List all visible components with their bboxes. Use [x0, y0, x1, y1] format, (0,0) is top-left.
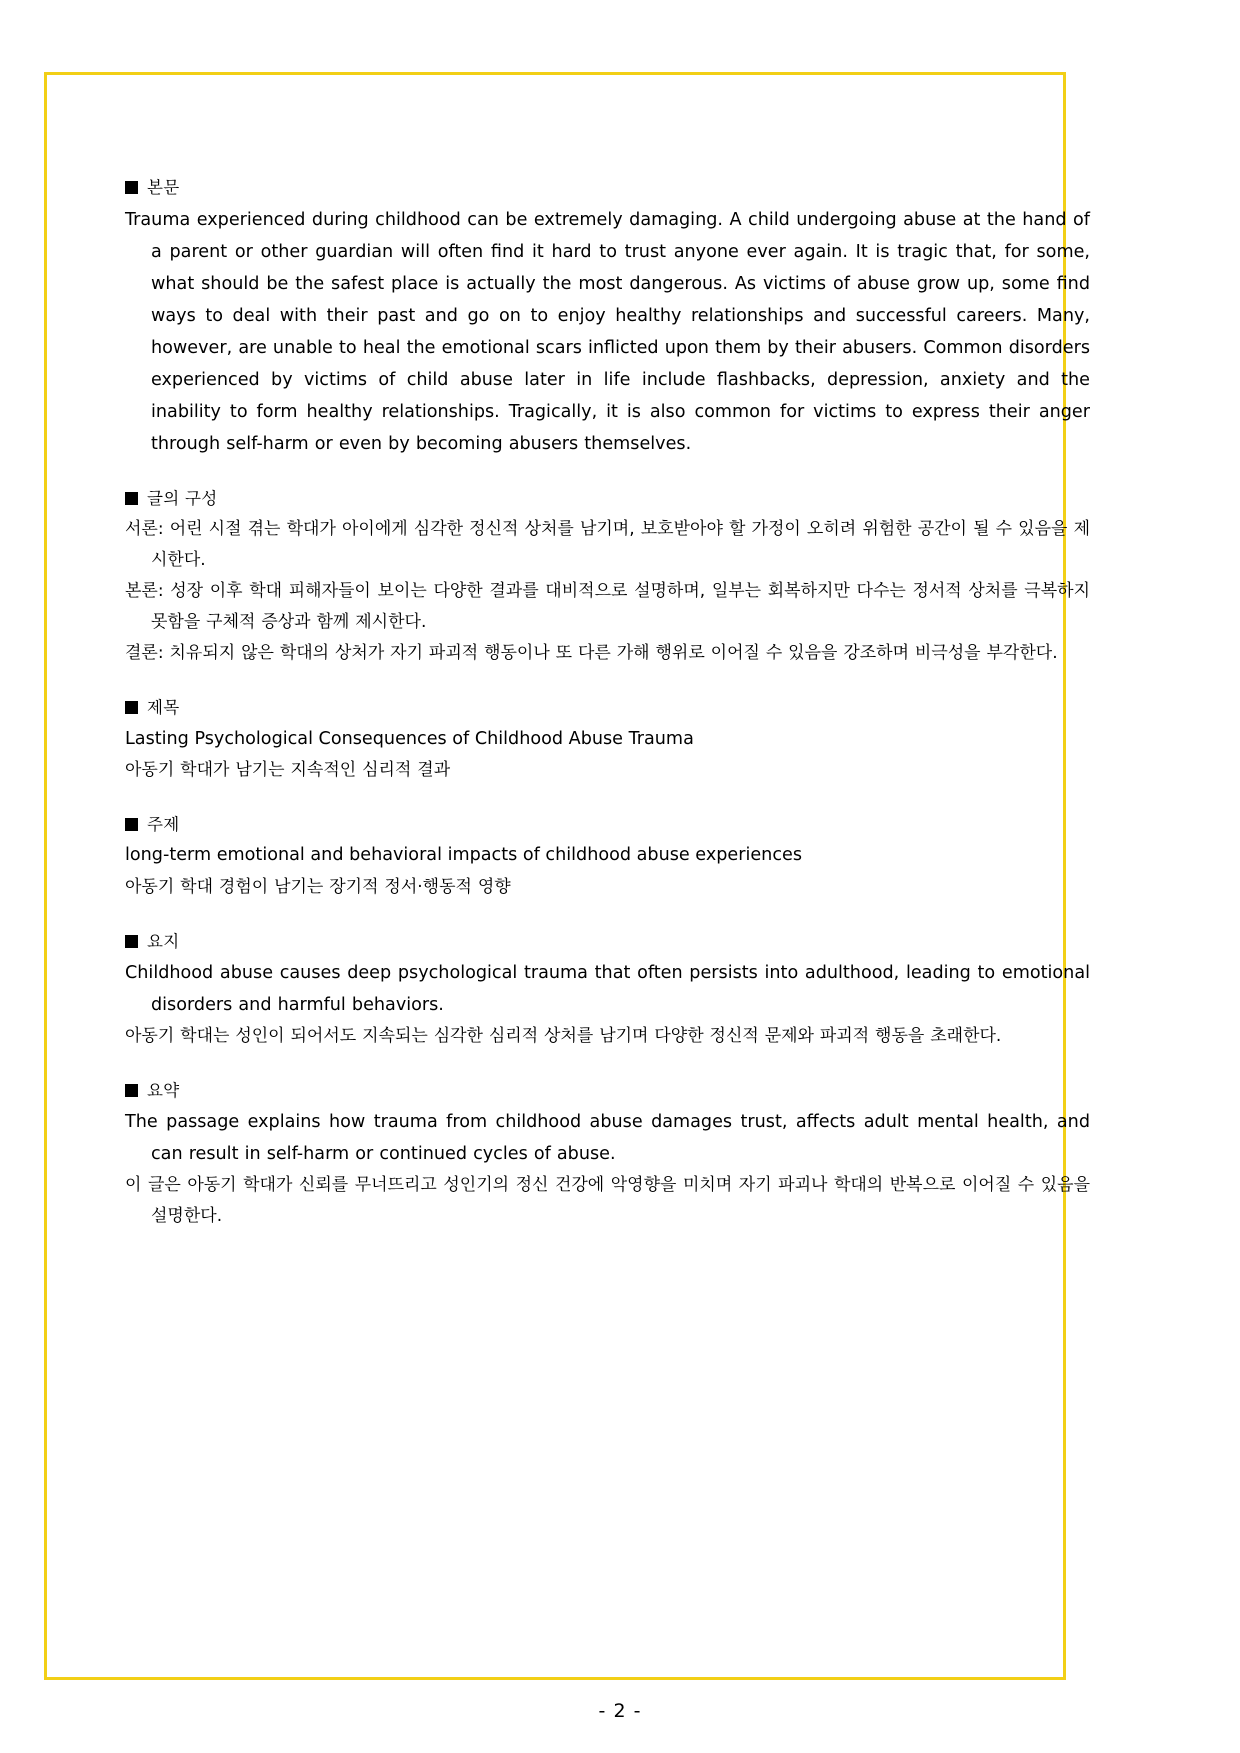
- section-heading-summary: [125, 1078, 1090, 1104]
- section-heading-label: 제목: [147, 697, 180, 717]
- square-bullet-icon: [125, 1084, 138, 1097]
- structure-line-conclusion: 결론: 치유되지 않은 학대의 상처가 자기 파괴적 행동이나 또 다른 가해 행위로 이어질 수 있음을 강조하며 비극성을 부각한다.: [125, 643, 1058, 663]
- structure-line-development: 본론: 성장 이후 학대 피해자들이 보이는 다양한 결과를 대비적으로 설명하며, 일부는 회복하지만 다수는 정서적 상처를 극복하지 못함을 구체적 증상과 함께 제시한다.: [125, 581, 1090, 633]
- section-heading-title: [125, 695, 1090, 721]
- section-topic: [125, 812, 1090, 903]
- structure-line-intro: 서론: 어린 시절 겪는 학대가 아이에게 심각한 정신적 상처를 남기며, 보호받아야 할 가정이 오히려 위험한 공간이 될 수 있음을 제시한다.: [125, 519, 1090, 571]
- summary-english: The passage explains how trauma from childhood abuse damages trust, affects adult mental health, and can result in self-harm or continued cycles of abuse.: [125, 1112, 1090, 1165]
- page-border-frame: [44, 72, 1090, 1680]
- square-bullet-icon: [125, 701, 138, 714]
- topic-korean: 아동기 학대 경험이 남기는 장기적 정서·행동적 영향: [125, 876, 511, 897]
- document-content: [125, 175, 1090, 1232]
- section-heading-label: 요약: [147, 1080, 180, 1100]
- section-heading-topic: [125, 812, 1090, 838]
- main-point-korean: 아동기 학대는 성인이 되어서도 지속되는 심각한 심리적 상처를 남기며 다양한 정신적 문제와 파괴적 행동을 초래한다.: [125, 1026, 1002, 1047]
- summary-korean: 이 글은 아동기 학대가 신뢰를 무너뜨리고 성인기의 정신 건강에 악영향을 미치며 자기 파괴나 학대의 반복으로 이어질 수 있음을 설명한다.: [125, 1175, 1090, 1226]
- page-number-footer: - 2 -: [598, 1700, 642, 1722]
- section-structure: [125, 486, 1090, 669]
- square-bullet-icon: [125, 492, 138, 505]
- square-bullet-icon: [125, 818, 138, 831]
- section-heading-label: 주제: [147, 814, 180, 834]
- title-korean: 아동기 학대가 남기는 지속적인 심리적 결과: [125, 760, 451, 781]
- section-heading-label: 요지: [147, 931, 180, 951]
- section-heading-body-text: [125, 175, 1090, 201]
- main-point-english: Childhood abuse causes deep psychological trauma that often persists into adulthood, leading to emotional disorders and harmful behaviors.: [125, 963, 1090, 1016]
- section-title: [125, 695, 1090, 786]
- section-body-text: [125, 175, 1090, 460]
- section-heading-label: 글의 구성: [147, 488, 218, 508]
- title-english: Lasting Psychological Consequences of Childhood Abuse Trauma: [125, 728, 694, 749]
- square-bullet-icon: [125, 181, 138, 194]
- section-heading-label: 본문: [147, 178, 180, 197]
- section-summary: [125, 1078, 1090, 1232]
- section-heading-main-point: [125, 929, 1090, 955]
- body-text-paragraph: Trauma experienced during childhood can be extremely damaging. A child undergoing abuse at the hand of a parent or other guardian will often find it hard to trust anyone ever again. It is tragic that, for some, what should be the safest place is actually the most dangerous. As victims of abuse grow up, some find ways to deal with their past and go on to enjoy healthy relationships and successful careers. Many, however, are unable to heal the emotional scars inflicted upon them by their abusers. Common disorders experienced by victims of child abuse later in life include flashbacks, depression, anxiety and the inability to form healthy relationships. Tragically, it is also common for victims to express their anger through self-harm or even by becoming abusers themselves.: [125, 209, 1090, 454]
- section-heading-structure: [125, 486, 1090, 512]
- topic-english: long-term emotional and behavioral impacts of childhood abuse experiences: [125, 845, 802, 866]
- section-main-point: [125, 929, 1090, 1052]
- square-bullet-icon: [125, 935, 138, 948]
